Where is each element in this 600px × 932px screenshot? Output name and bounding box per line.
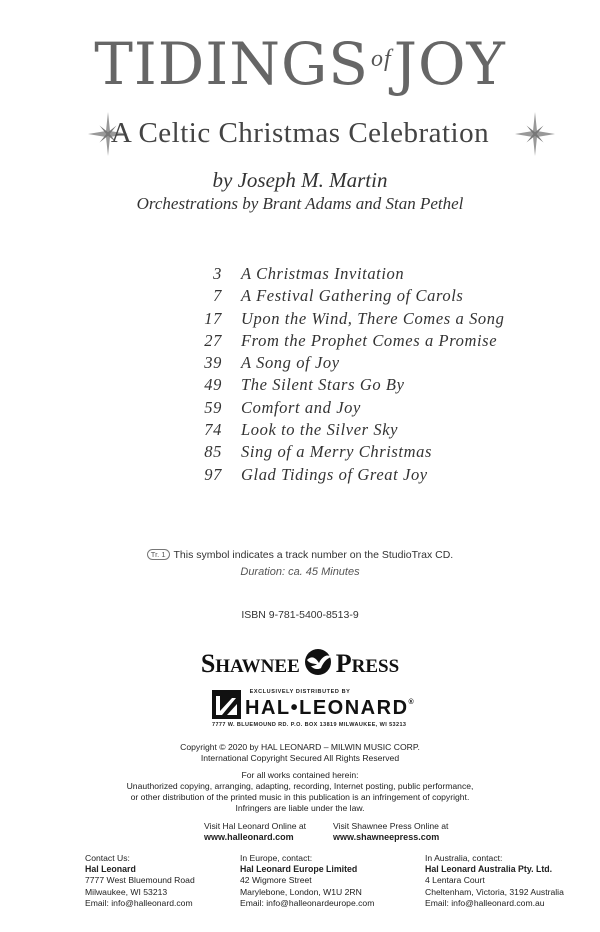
- contact-label: In Europe, contact:: [240, 853, 313, 863]
- toc-page: 39: [204, 353, 222, 373]
- shawnee-press-url-link[interactable]: www.shawneepress.com: [333, 832, 440, 842]
- toc-item: [198, 442, 518, 464]
- byline: by Joseph M. Martin: [212, 168, 388, 192]
- isbn: ISBN 9-781-5400-8513-9: [241, 609, 359, 621]
- notice-line: Unauthorized copying, arranging, adapting, recording, Internet posting, public performance,: [126, 781, 474, 791]
- copyright-block: [0, 742, 600, 764]
- visit-hal-leonard: [204, 821, 306, 843]
- hal-leonard-logo-icon: [212, 690, 241, 719]
- track-note: [0, 549, 600, 561]
- toc-page: 27: [204, 330, 222, 350]
- toc-page: 17: [204, 308, 222, 328]
- visit-label: Visit Hal Leonard Online at: [204, 821, 307, 831]
- toc-title: A Song of Joy: [241, 353, 340, 373]
- shawnee-letter: S: [200, 649, 216, 678]
- toc-title: A Christmas Invitation: [241, 264, 405, 283]
- toc-page: 97: [204, 464, 222, 484]
- toc-title: Comfort and Joy: [241, 397, 361, 417]
- toc-item: [198, 264, 518, 286]
- hal-leonard-right: LEONARD: [299, 697, 409, 719]
- toc-page: 49: [204, 375, 222, 395]
- title-part1: TIDINGS: [94, 30, 370, 98]
- toc-title: A Festival Gathering of Carols: [241, 286, 464, 306]
- contact-label: In Australia, contact:: [425, 853, 503, 863]
- copyright-notice: [0, 770, 600, 814]
- toc-page: 7: [213, 286, 222, 306]
- dove-logo-icon: [301, 648, 335, 676]
- toc-item: [198, 398, 518, 420]
- notice-line: Infringers are liable under the law.: [235, 803, 365, 813]
- subtitle: A Celtic Christmas Celebration: [110, 117, 490, 149]
- orchestrations-credit: Orchestrations by Brant Adams and Stan Pethel: [136, 194, 464, 213]
- notice-line: For all works contained herein:: [241, 770, 359, 780]
- contact-name: Hal Leonard Australia Pty. Ltd.: [425, 864, 553, 875]
- hal-leonard-wordmark: HAL•LEONARD®: [245, 697, 414, 719]
- copyright-line: International Copyright Secured All Rights Reserved: [200, 753, 400, 763]
- toc-item: [198, 420, 518, 442]
- contact-europe: [240, 853, 374, 909]
- toc-item: [198, 309, 518, 331]
- table-of-contents: [198, 264, 518, 487]
- press-letter: P: [335, 649, 352, 678]
- sparkle-star-icon: [515, 112, 555, 156]
- shawnee-letters: HAWNEE: [215, 656, 300, 677]
- contact-address: 7777 West Bluemound Road: [85, 875, 195, 886]
- toc-item: [198, 353, 518, 375]
- contact-email-link[interactable]: Email: info@halleonard.com: [85, 897, 193, 908]
- registered-mark: ®: [408, 699, 414, 706]
- visit-shawnee-press: [333, 821, 448, 843]
- contact-name: Hal Leonard: [85, 864, 136, 875]
- toc-page: 3: [213, 264, 222, 283]
- shawnee-press-logo: [0, 648, 600, 679]
- toc-page: 85: [204, 442, 222, 462]
- page-title: [0, 30, 600, 98]
- contact-us: [85, 853, 195, 909]
- contact-label: Contact Us:: [85, 853, 130, 863]
- contact-email-link[interactable]: Email: info@halleonard.com.au: [425, 897, 545, 908]
- toc-item: [198, 331, 518, 353]
- hal-leonard-left: HAL: [245, 697, 291, 719]
- toc-item: [198, 286, 518, 308]
- hal-leonard-url-link[interactable]: www.halleonard.com: [204, 832, 294, 842]
- press-letters: RESS: [351, 656, 400, 677]
- toc-page: 59: [204, 397, 222, 417]
- track-note-text: This symbol indicates a track number on the StudioTrax CD.: [173, 549, 454, 561]
- hal-leonard-address: 7777 W. BLUEMOUND RD. P.O. BOX 13819 MILWAUKEE, WI 53213: [212, 722, 407, 728]
- notice-line: or other distribution of the printed music in this publication is an infringement of copyright.: [130, 792, 470, 802]
- contact-name: Hal Leonard Europe Limited: [240, 864, 358, 875]
- contact-email-link[interactable]: Email: info@halleonardeurope.com: [240, 897, 375, 908]
- distributed-by: EXCLUSIVELY DISTRIBUTED BY: [249, 689, 351, 695]
- copyright-line: Copyright © 2020 by HAL LEONARD – MILWIN MUSIC CORP.: [180, 742, 420, 752]
- contact-australia: [425, 853, 564, 909]
- contact-address: Marylebone, London, W1U 2RN: [240, 886, 362, 897]
- duration: Duration: ca. 45 Minutes: [240, 566, 360, 578]
- contact-address: 42 Wigmore Street: [240, 875, 312, 886]
- title-of: of: [371, 46, 392, 72]
- visit-label: Visit Shawnee Press Online at: [333, 821, 449, 831]
- toc-item: [198, 375, 518, 397]
- toc-page: 74: [204, 420, 222, 440]
- title-part2: JOY: [393, 30, 506, 98]
- toc-item: [198, 465, 518, 487]
- track-badge-icon: Tr. 1: [147, 549, 170, 560]
- contact-address: Cheltenham, Victoria, 3192 Australia: [425, 886, 564, 897]
- contact-address: 4 Lentara Court: [425, 875, 485, 886]
- toc-title: The Silent Stars Go By: [241, 375, 405, 395]
- toc-title: From the Prophet Comes a Promise: [241, 330, 498, 350]
- toc-title: Look to the Silver Sky: [241, 420, 399, 440]
- contact-address: Milwaukee, WI 53213: [85, 886, 168, 897]
- toc-title: Sing of a Merry Christmas: [241, 442, 433, 462]
- toc-title: Upon the Wind, There Comes a Song: [241, 308, 505, 328]
- toc-title: Glad Tidings of Great Joy: [241, 464, 428, 484]
